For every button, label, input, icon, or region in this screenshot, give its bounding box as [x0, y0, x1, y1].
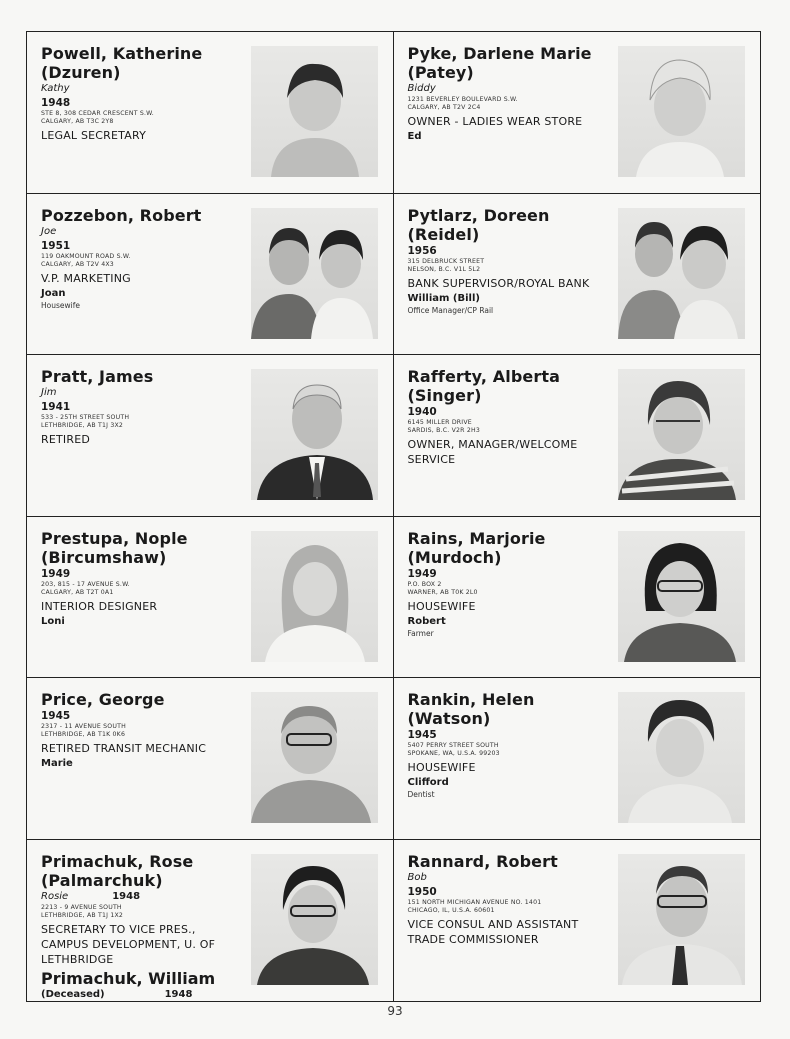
- maiden-name: (Dzuren): [41, 63, 121, 82]
- nickname: Rosie: [41, 890, 69, 902]
- person-name: Pratt, James: [41, 367, 154, 386]
- entry-card: [27, 32, 394, 194]
- portrait-woman-icon: [251, 46, 378, 177]
- address-line: 315 DELBRUCK STREET: [407, 257, 485, 265]
- portrait-woman-icon: [618, 531, 745, 662]
- person-name: Powell, Katherine: [41, 44, 203, 63]
- portrait-man-icon: [251, 692, 378, 823]
- grad-year: 1949: [41, 567, 71, 580]
- spouse-occupation: Farmer: [407, 628, 434, 638]
- person-name: Price, George: [41, 690, 165, 709]
- entry-card: [27, 840, 394, 1002]
- address-line: CALGARY, AB T3C 2Y8: [41, 118, 114, 125]
- nickname: Jim: [41, 387, 57, 398]
- spouse-name: Robert: [407, 615, 446, 627]
- grad-year: 1948: [112, 890, 141, 902]
- maiden-name: (Bircumshaw): [41, 547, 167, 567]
- entry-card: [394, 517, 761, 679]
- address-line: CALGARY, AB T2V 4X3: [41, 260, 114, 268]
- portrait-man-icon: [618, 854, 745, 985]
- grad-year: 1940: [407, 406, 437, 418]
- address-line: NELSON, B.C. V1L 5L2: [407, 265, 481, 273]
- occupation: OWNER - LADIES WEAR STORE: [407, 115, 583, 128]
- entry-card: [27, 678, 394, 840]
- address-line: SPOKANE, WA, U.S.A. 99203: [407, 750, 500, 757]
- nickname: Bob: [407, 871, 427, 883]
- grad-year: 1945: [407, 729, 437, 741]
- spouse-name: Marie: [41, 758, 73, 769]
- person-name: Rains, Marjorie: [407, 528, 546, 548]
- spouse-occupation: Dentist: [407, 790, 435, 799]
- address-line: P.O. BOX 2: [407, 580, 442, 588]
- occupation: OWNER, MANAGER/WELCOME SERVICE: [407, 438, 578, 466]
- address-line: STE 8, 308 CEDAR CRESCENT S.W.: [41, 110, 154, 117]
- address-line: LETHBRIDGE, AB T1J 1X2: [41, 911, 124, 919]
- occupation: LEGAL SECRETARY: [41, 129, 147, 142]
- nickname: Kathy: [41, 83, 70, 94]
- portrait-woman-icon: [618, 692, 745, 823]
- second-person-name: Primachuk, William: [41, 968, 216, 988]
- nickname: Joe: [41, 225, 57, 237]
- spouse-name: William (Bill): [407, 292, 480, 304]
- spouse-name: Loni: [41, 615, 65, 627]
- grad-year: 1949: [407, 567, 437, 580]
- nickname-row: [41, 890, 246, 904]
- portrait-couple-icon: [618, 208, 745, 339]
- address-line: CALGARY, AB T2V 2C4: [407, 104, 481, 111]
- person-name: Pozzebon, Robert: [41, 205, 202, 225]
- address-line: 2213 - 9 AVENUE SOUTH: [41, 903, 122, 911]
- address-line: 2317 - 11 AVENUE SOUTH: [41, 723, 126, 730]
- occupation: RETIRED: [41, 433, 91, 446]
- address-line: CHICAGO, IL, U.S.A. 60601: [407, 906, 495, 914]
- portrait-couple-icon: [251, 208, 378, 339]
- maiden-name: (Reidel): [407, 224, 480, 244]
- maiden-name: (Singer): [407, 386, 482, 405]
- entry-card: [394, 840, 761, 1002]
- maiden-name: (Palmarchuk): [41, 870, 163, 890]
- maiden-name: (Patey): [407, 63, 474, 82]
- person-name: Rannard, Robert: [407, 851, 558, 871]
- grad-year: 1951: [41, 239, 71, 252]
- grad-year: 1941: [41, 401, 71, 413]
- occupation: BANK SUPERVISOR/ROYAL BANK: [407, 276, 590, 290]
- nickname: Biddy: [407, 83, 436, 94]
- entry-card: [394, 32, 761, 194]
- grad-year: 1950: [407, 885, 437, 898]
- address-line: SARDIS, B.C. V2R 2H3: [407, 427, 480, 434]
- address-line: WARNER, AB T0K 2L0: [407, 588, 478, 596]
- occupation: INTERIOR DESIGNER: [41, 599, 158, 613]
- entry-card: [394, 194, 761, 356]
- maiden-name: (Watson): [407, 709, 491, 728]
- address-line: 6145 MILLER DRIVE: [407, 419, 472, 426]
- address-line: 151 NORTH MICHIGAN AVENUE NO. 1401: [407, 898, 542, 906]
- portrait-woman-icon: [251, 531, 378, 662]
- person-name: Pyke, Darlene Marie: [407, 44, 592, 63]
- occupation: VICE CONSUL AND ASSISTANT TRADE COMMISSIONER: [407, 917, 579, 946]
- occupation: HOUSEWIFE: [407, 761, 476, 774]
- deceased-note: (Deceased): [41, 988, 105, 1000]
- spouse-occupation: Housewife: [41, 300, 80, 310]
- entry-card: [27, 517, 394, 679]
- occupation: HOUSEWIFE: [407, 599, 476, 613]
- entry-card: [27, 194, 394, 356]
- address-line: LETHBRIDGE, AB T1K 0K6: [41, 731, 126, 738]
- address-line: 5407 PERRY STREET SOUTH: [407, 742, 499, 749]
- grad-year: 1945: [41, 710, 71, 722]
- maiden-name: (Murdoch): [407, 547, 502, 567]
- person-name: Rankin, Helen: [407, 690, 535, 709]
- address-line: 119 OAKMOUNT ROAD S.W.: [41, 252, 131, 260]
- address-line: 533 - 25TH STREET SOUTH: [41, 414, 130, 421]
- portrait-woman-icon: [251, 854, 378, 985]
- occupation: V.P. MARKETING: [41, 271, 131, 285]
- spouse-name: Ed: [407, 131, 422, 142]
- person-name: Rafferty, Alberta: [407, 367, 560, 386]
- occupation: RETIRED TRANSIT MECHANIC: [41, 742, 207, 755]
- address-line: 203, 815 - 17 AVENUE S.W.: [41, 580, 130, 588]
- address-line: CALGARY, AB T2T 0A1: [41, 588, 114, 596]
- person-name: Primachuk, Rose: [41, 851, 194, 871]
- person-name: Pytlarz, Doreen: [407, 205, 550, 225]
- grad-year: 1956: [407, 244, 437, 257]
- portrait-man-icon: [251, 369, 378, 500]
- address-line: 1231 BEVERLEY BOULEVARD S.W.: [407, 96, 518, 103]
- deceased-row: [41, 988, 246, 1002]
- entry-card: [27, 355, 394, 517]
- page-number: 93: [387, 1004, 403, 1018]
- spouse-name: Clifford: [407, 777, 449, 788]
- second-grad-year: 1948: [164, 988, 193, 1000]
- spouse-occupation: Office Manager/CP Rail: [407, 305, 494, 315]
- entry-card: [394, 355, 761, 517]
- entry-card: [394, 678, 761, 840]
- occupation: SECRETARY TO VICE PRES., CAMPUS DEVELOPMENT, U. OF LETHBRIDGE: [41, 922, 216, 966]
- portrait-woman-icon: [618, 46, 745, 177]
- portrait-woman-icon: [618, 369, 745, 500]
- address-line: LETHBRIDGE, AB T1J 3X2: [41, 422, 124, 429]
- spouse-name: Joan: [41, 287, 66, 299]
- grad-year: 1948: [41, 97, 71, 109]
- person-name: Prestupa, Nople: [41, 528, 188, 548]
- yearbook-grid: [26, 31, 761, 1002]
